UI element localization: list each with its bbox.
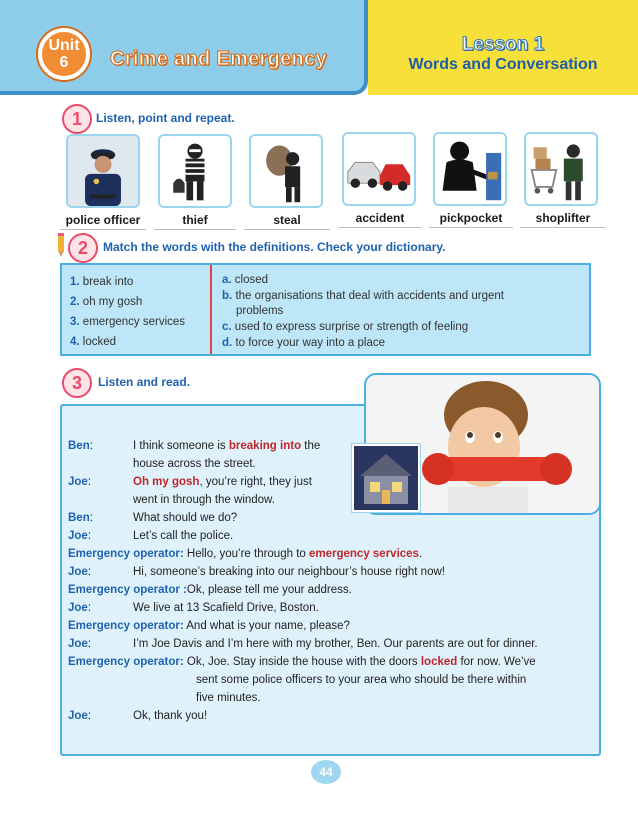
- page-number: 44: [311, 760, 341, 784]
- dialogue-text: Ok, Joe. Stay inside the house with the doors: [183, 656, 421, 668]
- word-text: oh my gosh: [82, 296, 143, 308]
- dialogue-text: , you’re right, they just: [199, 476, 312, 488]
- word-text: emergency services: [82, 316, 186, 328]
- word-num: 3.: [70, 316, 80, 328]
- speaker: Emergency operator :: [68, 584, 187, 596]
- dialogue-line-11: [68, 653, 536, 671]
- speaker: Joe: [68, 602, 88, 614]
- keyword: Oh my gosh: [133, 476, 200, 488]
- unit-number: 6: [59, 54, 69, 71]
- dialogue-text-10: I’m Joe Davis and I’m here with my brother, Ben. Our parents are out for dinner.: [133, 638, 538, 650]
- dialogue-text: the: [301, 440, 321, 452]
- speaker: Joe: [68, 638, 88, 650]
- match-word-3: [70, 316, 185, 328]
- speaker: Ben: [68, 512, 90, 524]
- dialogue-line-10: Joe:: [68, 638, 92, 650]
- unit-label: Unit: [48, 37, 80, 54]
- speaker: Joe: [68, 476, 88, 488]
- definition-b: [222, 290, 504, 302]
- dialogue-text: And what is your name, please?: [183, 620, 350, 632]
- dialogue-line-12: Joe:: [68, 710, 92, 722]
- dialogue-line-1: Ben:: [68, 440, 93, 452]
- def-text: the organisations that deal with accidents and urgent: [235, 290, 504, 302]
- speaker: Emergency operator:: [68, 620, 184, 632]
- pencil-icon: [56, 233, 66, 257]
- section-1-title: Listen, point and repeat.: [96, 111, 235, 125]
- speaker: Joe: [68, 530, 88, 542]
- dialogue-text-6: Hi, someone’s breaking into our neighbour’s house right now!: [133, 566, 445, 578]
- accident-picture[interactable]: [342, 132, 416, 206]
- dialogue-line-9: [68, 617, 350, 635]
- def-letter: c.: [222, 321, 232, 333]
- word-police-officer: police officer: [60, 212, 146, 230]
- word-num: 4.: [70, 336, 80, 348]
- dialogue-text-12: Ok, thank you!: [133, 710, 208, 722]
- speaker: Joe: [68, 566, 88, 578]
- definition-a: [222, 274, 268, 286]
- police-officer-picture[interactable]: [66, 134, 140, 208]
- dialogue-line-5: [68, 545, 422, 563]
- word-text: locked: [82, 336, 117, 348]
- dialogue-line-8: Joe:: [68, 602, 92, 614]
- dialogue-line-2: Joe:: [68, 476, 92, 488]
- dialogue-text-3: What should we do?: [133, 512, 238, 524]
- speaker: Emergency operator:: [68, 548, 184, 560]
- definition-b-cont: problems: [236, 305, 284, 317]
- dialogue-line-4: Joe:: [68, 530, 92, 542]
- word-pickpocket: pickpocket: [429, 210, 513, 228]
- dialogue-text: I think someone is: [133, 440, 229, 452]
- dialogue-line-3: Ben:: [68, 512, 93, 524]
- match-word-4: [70, 336, 116, 348]
- section-1-number: 1: [62, 104, 92, 134]
- word-steal: steal: [244, 212, 330, 230]
- section-3-number: 3: [62, 368, 92, 398]
- dialogue-text-2b: went in through the window.: [133, 494, 275, 506]
- word-num: 2.: [70, 296, 80, 308]
- steal-picture[interactable]: [249, 134, 323, 208]
- dialogue-text: .: [418, 548, 423, 560]
- dialogue-text: Ok, please tell me your address.: [186, 584, 352, 596]
- def-text: used to express surprise or strength of feeling: [234, 321, 469, 333]
- word-shoplifter: shoplifter: [520, 210, 606, 228]
- speaker: Joe: [68, 710, 88, 722]
- definition-c: [222, 321, 468, 333]
- unit-badge: [38, 28, 90, 80]
- match-word-2: [70, 296, 142, 308]
- dialogue-text-4: Let’s call the police.: [133, 530, 234, 542]
- house-picture: [352, 444, 420, 512]
- keyword: emergency services: [308, 548, 419, 560]
- section-2-number: 2: [68, 233, 98, 263]
- dialogue-text-11c: five minutes.: [196, 692, 261, 704]
- lesson-title: Words and Conversation: [408, 56, 598, 73]
- pickpocket-picture[interactable]: [433, 132, 507, 206]
- def-text: closed: [234, 274, 269, 286]
- speaker: Emergency operator:: [68, 656, 184, 668]
- def-letter: d.: [222, 337, 233, 349]
- dialogue-text-11b: sent some police officers to your area who should be there within: [196, 674, 527, 686]
- dialogue-line-7: [68, 581, 352, 599]
- unit-title: Crime and Emergency: [110, 48, 327, 70]
- dialogue-line-6: Joe:: [68, 566, 92, 578]
- section-3-title: Listen and read.: [98, 375, 191, 389]
- matching-divider: [210, 265, 212, 354]
- keyword: breaking into: [228, 440, 302, 452]
- def-letter: a.: [222, 274, 232, 286]
- definition-d: [222, 337, 385, 349]
- dialogue-text-1: [133, 437, 320, 455]
- dialogue-text-2: [133, 473, 312, 491]
- dialogue-text-1b: house across the street.: [133, 458, 256, 470]
- dialogue-text-8: We live at 13 Scafield Drive, Boston.: [133, 602, 319, 614]
- word-thief: thief: [154, 212, 236, 230]
- shoplifter-picture[interactable]: [524, 132, 598, 206]
- match-word-1: [70, 276, 133, 288]
- def-letter: b.: [222, 290, 233, 302]
- keyword: locked: [420, 656, 458, 668]
- speaker: Ben: [68, 440, 90, 452]
- def-text: to force your way into a place: [235, 337, 386, 349]
- dialogue-text: Hello, you’re through to: [183, 548, 309, 560]
- lesson-number: Lesson 1: [461, 34, 545, 55]
- word-num: 1.: [70, 276, 80, 288]
- dialogue-text: for now. We’ve: [457, 656, 536, 668]
- thief-picture[interactable]: [158, 134, 232, 208]
- word-text: break into: [82, 276, 134, 288]
- section-2-title: Match the words with the definitions. Check your dictionary.: [103, 240, 446, 254]
- word-accident: accident: [338, 210, 422, 228]
